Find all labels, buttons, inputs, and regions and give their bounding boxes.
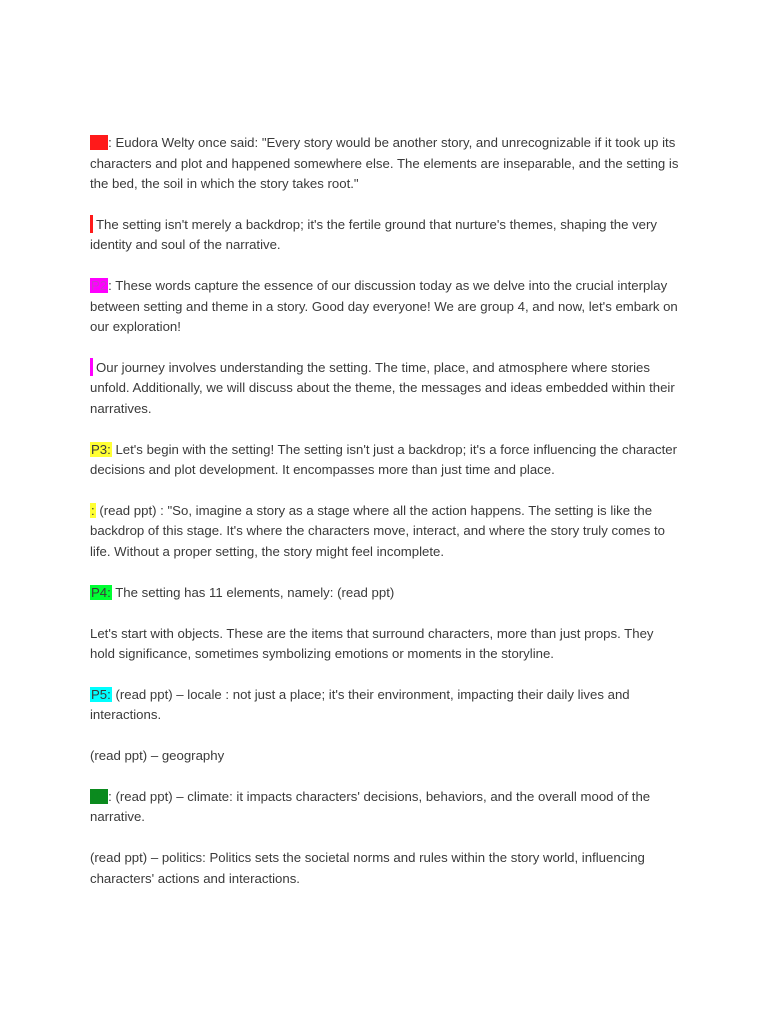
paragraph-8: [90, 624, 680, 665]
paragraph-text: (read ppt) – locale : not just a place; it's their environment, impacting their daily lives and interactions.: [90, 686, 630, 723]
paragraph-5: [90, 440, 680, 481]
paragraph-12: [90, 848, 680, 889]
speaker-tag-p2: P2: [91, 278, 108, 294]
speaker-tag-p4: P4:: [91, 584, 111, 600]
speaker-tag-p3: P3:: [91, 441, 111, 457]
speaker-tag-p5: P5:: [91, 686, 111, 702]
paragraph-text: The setting isn't merely a backdrop; it's the fertile ground that nurture's themes, shaping the very identity and soul of the narrative.: [90, 216, 657, 253]
paragraph-text: : Eudora Welty once said: "Every story would be another story, and unrecognizable if it took up its characters and plot and happened somewhere else. The elements are inseparable, and the setting is the bed, the soil in which the story takes root.": [90, 135, 679, 191]
document-page: [90, 133, 680, 910]
speaker-tag-p6: P6: [91, 788, 108, 804]
highlight-marker-magenta: [90, 358, 93, 376]
paragraph-text: (read ppt) – politics: Politics sets the societal norms and rules within the story world, influencing characters' actions and interactions.: [90, 850, 645, 886]
paragraph-2: [90, 215, 680, 256]
paragraph-text: The setting has 11 elements, namely: (read ppt): [111, 584, 395, 600]
paragraph-3: [90, 276, 680, 338]
paragraph-text: (read ppt) : "So, imagine a story as a stage where all the action happens. The setting is like the backdrop of this stage. It's where the characters move, interact, and where the story truly comes to life. Without a proper setting, the story might feel incomplete.: [90, 502, 665, 559]
paragraph-11: [90, 787, 680, 828]
paragraph-4: [90, 358, 680, 420]
speaker-tag-p1: P1: [91, 135, 108, 150]
paragraph-9: [90, 685, 680, 726]
paragraph-10: [90, 746, 680, 767]
paragraph-text: (read ppt) – geography: [90, 748, 225, 764]
paragraph-7: [90, 583, 680, 604]
paragraph-text: Let's start with objects. These are the items that surround characters, more than just props. They hold significance, sometimes symbolizing emotions or moments in the storyline.: [90, 625, 654, 662]
paragraph-6: [90, 501, 680, 563]
paragraph-text: Let's begin with the setting! The setting isn't just a backdrop; it's a force influencing the character decisions and plot development. It encompasses more than just time and place.: [90, 441, 677, 478]
highlight-marker-red: [90, 215, 93, 233]
paragraph-1: [90, 133, 680, 195]
paragraph-text: : These words capture the essence of our discussion today as we delve into the crucial interplay between setting and theme in a story. Good day everyone! We are group 4, and now, let's embark on our exploration!: [90, 278, 678, 335]
paragraph-text: Our journey involves understanding the setting. The time, place, and atmosphere where stories unfold. Additionally, we will discuss about the theme, the messages and ideas embedded within their narratives.: [90, 359, 675, 416]
paragraph-text: : (read ppt) – climate: it impacts characters' decisions, behaviors, and the overall mood of the narrative.: [90, 788, 651, 825]
speaker-tag-p3-continued: :: [91, 502, 95, 518]
